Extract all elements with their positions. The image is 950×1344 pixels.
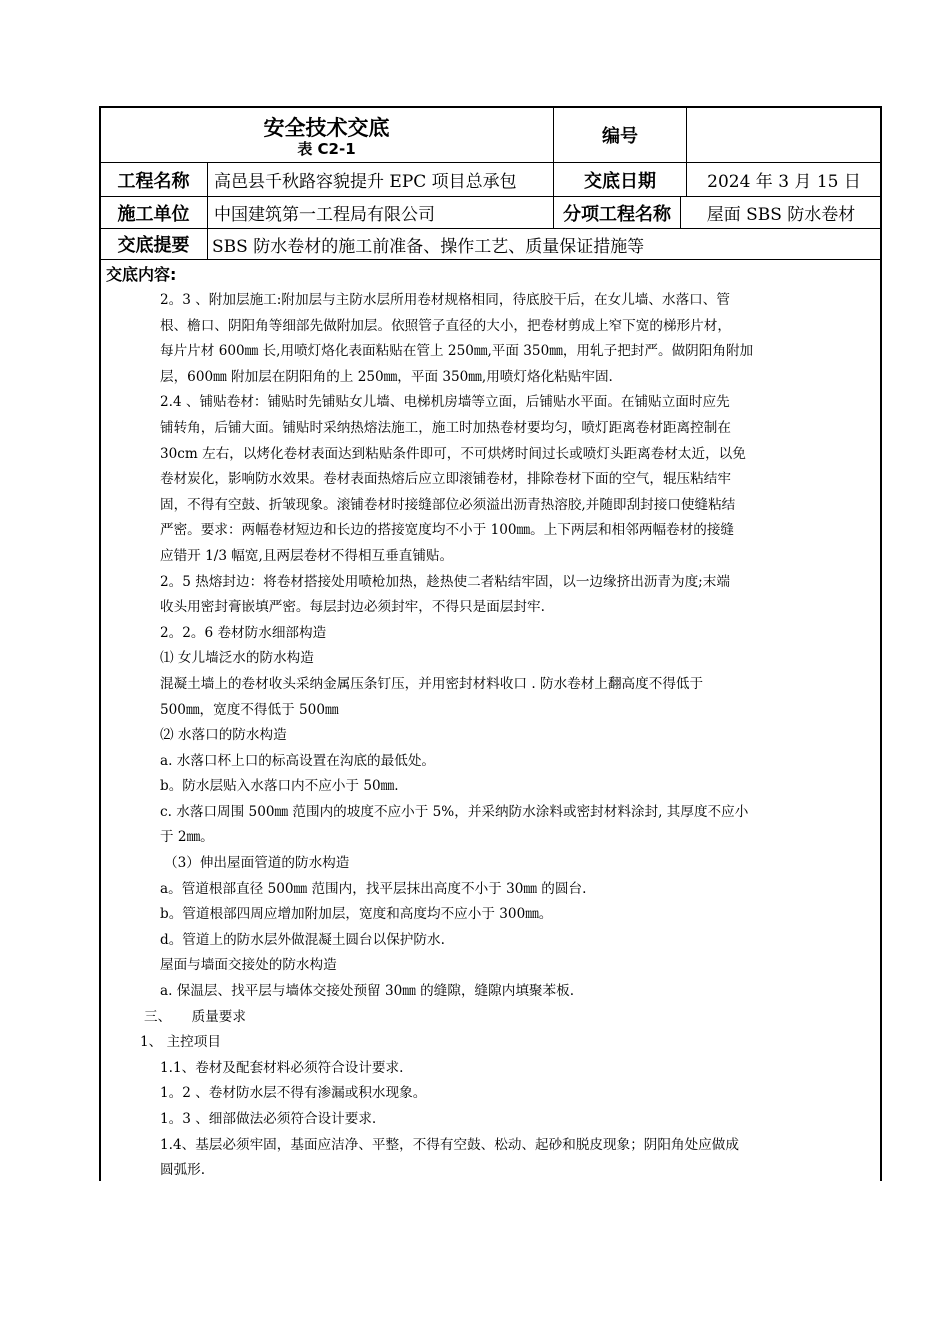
content-line: ⑵ 水落口的防水构造 [160, 727, 287, 744]
content-line: 混凝土墙上的卷材收头采纳金属压条钉压，并用密封材料收口 . 防水卷材上翻高度不得低于 [160, 675, 704, 692]
content-line: 500㎜，宽度不得低于 500㎜ [160, 701, 339, 718]
content-line: 于 2㎜。 [160, 829, 214, 846]
number-value [687, 107, 881, 162]
summary-value: SBS 防水卷材的施工前准备、操作工艺、质量保证措施等 [212, 236, 645, 257]
content-line: 铺转角，后铺大面。铺贴时采纳热熔法施工，施工时加热卷材要均匀，喷灯距离卷材距离控制在 [160, 419, 731, 436]
content-line: 层，600㎜ 附加层在阴阳角的上 250㎜，平面 350㎜,用喷灯烙化粘贴牢固. [160, 368, 613, 385]
content-line: 根、檐口、阴阳角等细部先做附加层。依照管子直径的大小，把卷材剪成上窄下宽的梯形片材， [160, 317, 731, 334]
subitem-label: 分项工程名称 [563, 203, 671, 225]
content-line: 2。5 热熔封边：将卷材搭接处用喷枪加热，趁热使二者粘结牢固，以一边缘挤出沥青为度;末端 [160, 573, 730, 590]
subitem-value: 屋面 SBS 防水卷材 [706, 205, 856, 225]
handover-content [106, 262, 878, 1184]
content-heading: 交底内容: [106, 265, 177, 284]
content-line: 严密。要求：两幅卷材短边和长边的搭接宽度均不小于 100㎜。上下两层和相邻两幅卷材的接缝 [160, 522, 735, 539]
content-line: b。管道根部四周应增加附加层，宽度和高度均不应小于 300㎜。 [160, 906, 553, 923]
content-line: b。防水层贴入水落口内不应小于 50㎜. [160, 778, 399, 795]
content-line: c. 水落口周围 500㎜ 范围内的坡度不应小于 5%，并采纳防水涂料或密封材料涂封, 其厚度不应小 [160, 803, 749, 820]
row-divider [99, 259, 882, 260]
content-line: 应错开 1/3 幅宽,且两层卷材不得相互垂直铺贴。 [160, 547, 454, 564]
content-line: 收头用密封膏嵌填严密。每层封边必须封牢，不得只是面层封牢. [160, 599, 545, 616]
content-line: 每片片材 600㎜ 长,用喷灯烙化表面粘贴在管上 250㎜,平面 350㎜，用轧子把封严。做阴阳角附加 [160, 343, 754, 360]
col-divider [207, 162, 208, 259]
content-line: 2。3 、附加层施工:附加层与主防水层所用卷材规格相同，待底胶干后，在女儿墙、水落口、管 [160, 292, 730, 308]
content-line: ⑴ 女儿墙泛水的防水构造 [160, 650, 314, 667]
document-title: 安全技术交底 [263, 116, 390, 140]
content-line: 圆弧形. [160, 1162, 206, 1179]
content-line: 卷材炭化，影响防水效果。卷材表面热熔后应立即滚铺卷材，排除卷材下面的空气，辊压粘结牢 [160, 471, 731, 488]
form-code: 表 C2-1 [297, 140, 356, 158]
construction-unit-value: 中国建筑第一工程局有限公司 [214, 205, 435, 225]
construction-unit-label: 施工单位 [117, 203, 190, 225]
content-line: a。管道根部直径 500㎜ 范围内，找平层抹出高度不小于 30㎜ 的圆台. [160, 880, 587, 897]
content-line: 30cm 左右，以烤化卷材表面达到粘贴条件即可，不可烘烤时间过长或喷灯头距离卷材太近，以免 [160, 445, 746, 462]
project-name-value: 高邑县千秋路容貌提升 EPC 项目总承包 [214, 172, 517, 192]
content-line: a. 水落口杯上口的标高设置在沟底的最低处。 [160, 752, 436, 769]
number-label: 编号 [602, 125, 638, 147]
summary-label: 交底提要 [117, 235, 190, 256]
content-line: 1。3 、细部做法必须符合设计要求. [160, 1111, 377, 1127]
content-line: d。管道上的防水层外做混凝土圆台以保护防水. [160, 931, 445, 948]
content-line: 1、 主控项目 [140, 1034, 221, 1051]
content-line: 2。2。6 卷材防水细部构造 [160, 624, 327, 641]
content-line: 屋面与墙面交接处的防水构造 [160, 957, 337, 974]
handover-date-value: 2024 年 3 月 15 日 [707, 172, 861, 192]
content-line: 固，不得有空鼓、折皱现象。滚铺卷材时接缝部位必须溢出沥青热溶胶,并随即刮封接口使缝粘结 [160, 496, 736, 513]
project-name-label: 工程名称 [117, 170, 190, 192]
content-line: 三、 质量要求 [144, 1008, 246, 1025]
content-line: 1.1、卷材及配套材料必须符合设计要求. [160, 1059, 404, 1076]
handover-date-label: 交底日期 [584, 170, 656, 192]
content-line: 1.4、基层必须牢固，基面应洁净、平整，不得有空鼓、松动、起砂和脱皮现象；阴阳角处应做成 [160, 1136, 739, 1153]
content-line: 2.4 、铺贴卷材：铺贴时先铺贴女儿墙、电梯机房墙等立面，后铺贴水平面。在铺贴立面时应先 [160, 394, 730, 411]
content-line: 1。2 、卷材防水层不得有渗漏或积水现象。 [160, 1085, 427, 1102]
content-line: a. 保温层、找平层与墙体交接处预留 30㎜ 的缝隙，缝隙内填聚苯板. [160, 983, 575, 1000]
content-line: （3）伸出屋面管道的防水构造 [164, 855, 350, 872]
